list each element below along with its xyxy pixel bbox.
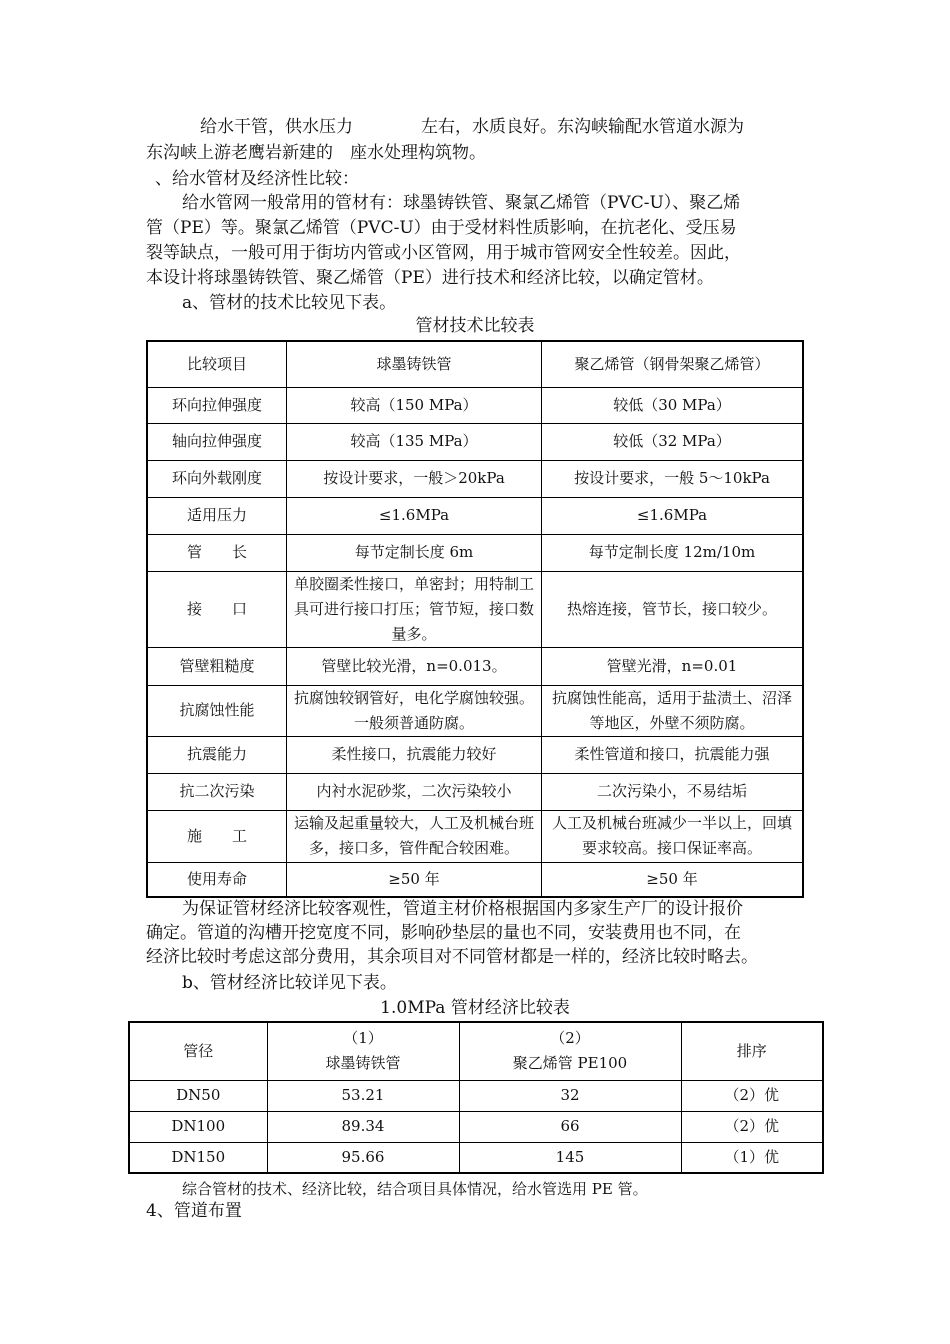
econ-table-caption: 1.0MPa 管材经济比较表 — [380, 998, 570, 1018]
header-cell-index: （2） — [550, 1029, 590, 1048]
para1-line-2: 管（PE）等。聚氯乙烯管（PVC-U）由于受材料性质影响，在抗老化、受压易 — [146, 218, 737, 238]
table-cell: 环向拉伸强度 — [147, 387, 287, 423]
table-cell: ≥50 年 — [287, 862, 542, 897]
table-cell: ≤1.6MPa — [542, 497, 804, 534]
header-cell: 比较项目 — [147, 341, 287, 387]
intro-line-2: 东沟峡上游老鹰岩新建的 座水处理构筑物。 — [146, 143, 486, 163]
table-cell: 89.34 — [267, 1111, 459, 1142]
table-cell: 32 — [459, 1080, 681, 1111]
table-cell: （2）优 — [681, 1080, 823, 1111]
header-cell-name: 球墨铸铁管 — [325, 1054, 401, 1073]
table-cell: 柔性管道和接口，抗震能力强 — [542, 736, 804, 773]
intro-line-1: 给水干管，供水压力 左右，水质良好。东沟峡输配水管道水源为 — [200, 117, 744, 137]
table-cell: 运输及起重量较大，人工及机械台班多，接口多，管件配合较困难。 — [287, 810, 542, 862]
table-cell: 抗腐蚀较钢管好，电化学腐蚀较强。一般须普通防腐。 — [287, 685, 542, 736]
table-cell: （1）优 — [681, 1142, 823, 1173]
table-cell: 抗震能力 — [147, 736, 287, 773]
table-cell: 每节定制长度 12m/10m — [542, 534, 804, 571]
table-row — [129, 1142, 823, 1173]
para1-line-4: 本设计将球墨铸铁管、聚乙烯管（PE）进行技术和经济比较，以确定管材。 — [146, 268, 714, 288]
table-cell: 施 工 — [147, 810, 287, 862]
para2-line-1: 为保证管材经济比较客观性，管道主材价格根据国内多家生产厂的设计报价 — [182, 899, 743, 919]
tech-table-caption: 管材技术比较表 — [415, 316, 535, 336]
table-row — [147, 685, 803, 736]
conclusion: 综合管材的技术、经济比较，结合项目具体情况，给水管选用 PE 管。 — [182, 1180, 648, 1198]
table-cell: 使用寿命 — [147, 862, 287, 897]
header-cell: 排序 — [681, 1022, 823, 1080]
table-cell: 适用压力 — [147, 497, 287, 534]
table-cell: 较高（135 MPa） — [287, 423, 542, 460]
header-cell-index: （1） — [343, 1029, 383, 1048]
table-cell: 53.21 — [267, 1080, 459, 1111]
table-row — [129, 1111, 823, 1142]
header-cell — [267, 1022, 459, 1080]
table-cell: 管壁比较光滑，n=0.013。 — [287, 647, 542, 685]
table-cell: 管 长 — [147, 534, 287, 571]
para1-line-1: 给水管网一般常用的管材有：球墨铸铁管、聚氯乙烯管（PVC-U）、聚乙烯 — [182, 193, 741, 213]
table-cell: 管壁粗糙度 — [147, 647, 287, 685]
table-cell: 每节定制长度 6m — [287, 534, 542, 571]
table-cell: 抗二次污染 — [147, 773, 287, 810]
table-row — [147, 534, 803, 571]
table-cell: 较低（32 MPa） — [542, 423, 804, 460]
para2-line-3: 经济比较时考虑这部分费用，其余项目对不同管材都是一样的，经济比较时略去。 — [146, 947, 758, 967]
table-cell: 人工及机械台班减少一半以上，回填要求较高。接口保证率高。 — [542, 810, 804, 862]
table-cell: 按设计要求，一般 5～10kPa — [542, 460, 804, 497]
table-cell: 抗腐蚀性能高，适用于盐渍土、沼泽等地区，外壁不须防腐。 — [542, 685, 804, 736]
table-cell: 较低（30 MPa） — [542, 387, 804, 423]
table-cell: ≥50 年 — [542, 862, 804, 897]
section-title: 、给水管材及经济性比较： — [155, 169, 359, 189]
table-cell: 抗腐蚀性能 — [147, 685, 287, 736]
header-cell: 球墨铸铁管 — [287, 341, 542, 387]
table-cell: 柔性接口，抗震能力较好 — [287, 736, 542, 773]
table-header-row — [147, 341, 803, 387]
table-row — [147, 810, 803, 862]
table-cell: 接 口 — [147, 571, 287, 647]
table-cell: 轴向拉伸强度 — [147, 423, 287, 460]
table-row — [129, 1080, 823, 1111]
table-cell: 管壁光滑，n=0.01 — [542, 647, 804, 685]
table-cell: 单胶圈柔性接口，单密封；用特制工具可进行接口打压；管节短，接口数量多。 — [287, 571, 542, 647]
table-row — [147, 862, 803, 897]
table-row — [147, 460, 803, 497]
tech-comparison-table — [146, 340, 804, 898]
table-cell: DN50 — [129, 1080, 267, 1111]
table-row — [147, 571, 803, 647]
table-row — [147, 497, 803, 534]
econ-comparison-table — [128, 1021, 824, 1174]
table-cell: 较高（150 MPa） — [287, 387, 542, 423]
header-cell: 管径 — [129, 1022, 267, 1080]
table-cell: 145 — [459, 1142, 681, 1173]
table-cell: 环向外载刚度 — [147, 460, 287, 497]
table-cell: DN100 — [129, 1111, 267, 1142]
table-cell: 95.66 — [267, 1142, 459, 1173]
tech-intro: a、管材的技术比较见下表。 — [182, 293, 397, 313]
table-header-row — [129, 1022, 823, 1080]
table-cell: 热熔连接，管节长，接口较少。 — [542, 571, 804, 647]
table-cell: ≤1.6MPa — [287, 497, 542, 534]
table-cell: 66 — [459, 1111, 681, 1142]
header-cell-name: 聚乙烯管 PE100 — [512, 1054, 628, 1073]
table-row — [147, 387, 803, 423]
table-row — [147, 773, 803, 810]
table-row — [147, 423, 803, 460]
next-section-title: 4、管道布置 — [146, 1201, 242, 1221]
header-cell: 聚乙烯管（钢骨架聚乙烯管） — [542, 341, 804, 387]
para2-line-2: 确定。管道的沟槽开挖宽度不同，影响砂垫层的量也不同，安装费用也不同，在 — [146, 923, 741, 943]
table-cell: （2）优 — [681, 1111, 823, 1142]
table-row — [147, 736, 803, 773]
econ-intro: b、管材经济比较详见下表。 — [182, 973, 397, 993]
para1-line-3: 裂等缺点，一般可用于街坊内管或小区管网，用于城市管网安全性较差。因此， — [146, 243, 741, 263]
table-row — [147, 647, 803, 685]
table-cell: 按设计要求，一般＞20kPa — [287, 460, 542, 497]
table-cell: 内衬水泥砂浆，二次污染较小 — [287, 773, 542, 810]
table-cell: 二次污染小，不易结垢 — [542, 773, 804, 810]
table-cell: DN150 — [129, 1142, 267, 1173]
header-cell — [459, 1022, 681, 1080]
